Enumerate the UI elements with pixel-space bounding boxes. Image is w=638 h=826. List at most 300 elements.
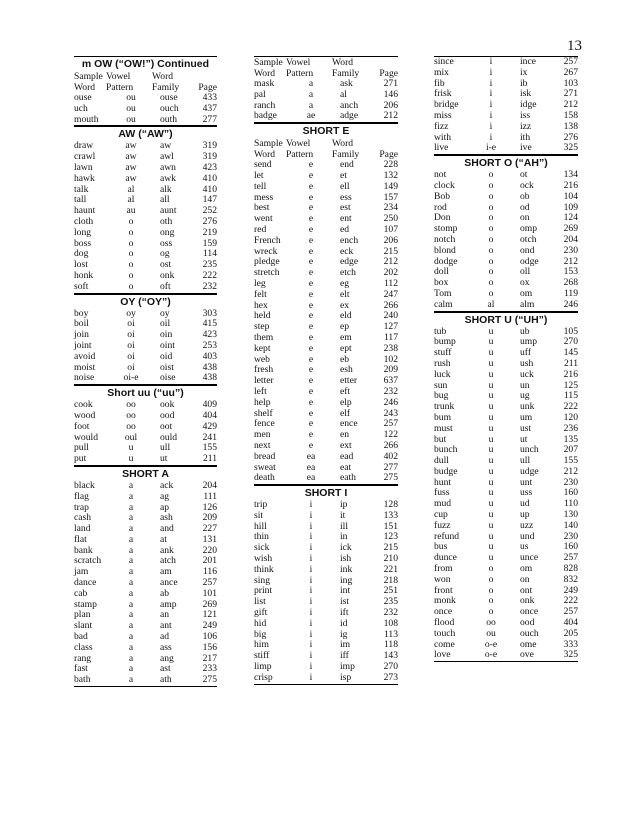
table-cell: fuzz xyxy=(434,519,451,531)
table-cell: ot xyxy=(520,169,528,181)
table-cell: u xyxy=(488,487,494,499)
table-cell: 212 xyxy=(563,99,578,111)
table-cell: ut xyxy=(160,453,168,465)
table-cell: u xyxy=(488,519,494,531)
table-cell: 257 xyxy=(383,418,398,430)
column-2 xyxy=(254,56,398,685)
table-cell: awk xyxy=(160,172,176,184)
table-cell: awn xyxy=(160,161,176,173)
table-cell: joint xyxy=(74,339,92,351)
table-row xyxy=(254,576,398,587)
table-cell: cloth xyxy=(74,215,94,227)
table-cell: tell xyxy=(254,180,267,192)
table-cell: 249 xyxy=(563,584,578,596)
table-row xyxy=(254,387,398,398)
table-cell: 232 xyxy=(202,280,217,292)
table-cell: thin xyxy=(254,531,269,543)
table-cell: id xyxy=(340,617,348,629)
table-cell: 409 xyxy=(202,399,217,411)
table-cell: elt xyxy=(340,288,350,300)
table-cell: u xyxy=(488,476,494,488)
table-cell: mix xyxy=(434,66,449,78)
table-cell: oy xyxy=(126,307,136,319)
table-cell: ead xyxy=(340,450,354,462)
table-cell: 146 xyxy=(383,88,398,100)
table-cell: eft xyxy=(340,385,351,397)
table-cell: 404 xyxy=(563,617,578,629)
table-cell: 275 xyxy=(383,472,398,484)
table-cell: scratch xyxy=(74,555,102,567)
table-row xyxy=(254,171,398,182)
table-cell: 423 xyxy=(202,161,217,173)
table-cell: fast xyxy=(74,663,88,675)
table-cell: not xyxy=(434,169,447,181)
section-rows xyxy=(74,141,217,293)
table-cell: 230 xyxy=(563,244,578,256)
table-row xyxy=(254,268,398,279)
table-cell: 227 xyxy=(202,523,217,535)
table-row xyxy=(434,257,578,268)
table-cell: i xyxy=(489,66,493,78)
table-cell: a xyxy=(128,533,134,545)
table-cell: think xyxy=(254,563,274,575)
table-cell: ent xyxy=(340,213,352,225)
table-cell: ing xyxy=(340,574,353,586)
table-cell: 257 xyxy=(563,56,578,67)
table-cell: 126 xyxy=(202,501,217,513)
table-cell: 153 xyxy=(563,266,578,278)
table-cell: big xyxy=(254,628,267,640)
table-cell: outh xyxy=(160,113,178,125)
table-cell: 247 xyxy=(383,288,398,300)
table-row xyxy=(254,543,398,554)
table-row xyxy=(74,433,217,444)
table-cell: e xyxy=(308,191,314,203)
section-title: OY (“OY”) xyxy=(120,295,171,308)
table-row xyxy=(74,330,217,341)
table-cell: 249 xyxy=(202,620,217,632)
table-cell: 207 xyxy=(563,444,578,456)
table-cell: ood xyxy=(520,617,535,629)
table-cell: e xyxy=(308,256,314,268)
table-cell: miss xyxy=(434,109,452,121)
table-cell: ae xyxy=(306,110,316,122)
table-cell: at xyxy=(160,533,167,545)
table-cell: 130 xyxy=(563,509,578,521)
word-section xyxy=(74,56,217,126)
table-cell: i xyxy=(309,628,313,640)
table-cell: 119 xyxy=(563,287,578,299)
table-cell: e xyxy=(308,202,314,214)
table-cell: a xyxy=(128,501,134,513)
section-rows xyxy=(74,481,217,687)
table-cell: 158 xyxy=(563,109,578,121)
table-cell: red xyxy=(254,223,267,235)
section-title: SHORT U (“UH”) xyxy=(464,313,548,326)
table-row xyxy=(254,463,398,474)
word-section xyxy=(434,312,578,663)
table-cell: held xyxy=(254,310,271,322)
table-row xyxy=(254,355,398,366)
word-section xyxy=(254,485,398,685)
section-title: SHORT E xyxy=(302,125,350,138)
table-row xyxy=(254,565,398,576)
table-cell: 104 xyxy=(563,190,578,202)
table-cell: 219 xyxy=(202,226,217,238)
table-cell: 402 xyxy=(383,450,398,462)
table-row xyxy=(74,363,217,374)
table-cell: 107 xyxy=(383,223,398,235)
table-row xyxy=(74,664,217,675)
table-cell: Don xyxy=(434,212,451,224)
table-cell: ance xyxy=(160,577,178,589)
table-row xyxy=(254,554,398,565)
table-cell: him xyxy=(254,639,269,651)
table-cell: a xyxy=(128,490,134,502)
table-cell: gift xyxy=(254,607,268,619)
column-header-cell: Word xyxy=(332,138,354,150)
table-cell: uck xyxy=(520,368,534,380)
column-header-cell: Word xyxy=(152,71,174,82)
table-cell: left xyxy=(254,385,267,397)
table-cell: leg xyxy=(254,277,266,289)
column-header-row xyxy=(74,82,217,93)
table-cell: cash xyxy=(74,512,92,524)
table-cell: 243 xyxy=(383,407,398,419)
table-cell: i xyxy=(309,650,313,662)
table-cell: notch xyxy=(434,233,456,245)
table-cell: e xyxy=(308,223,314,235)
table-cell: ive xyxy=(520,142,532,154)
table-cell: izz xyxy=(520,120,532,132)
table-cell: i xyxy=(489,77,493,89)
table-cell: ump xyxy=(520,336,538,348)
table-cell: 319 xyxy=(202,140,217,152)
table-cell: 828 xyxy=(563,563,578,575)
table-cell: a xyxy=(128,566,134,578)
table-row xyxy=(74,341,217,352)
table-cell: 155 xyxy=(202,442,217,454)
table-cell: i xyxy=(489,120,493,132)
table-cell: i xyxy=(489,131,493,143)
table-cell: o xyxy=(488,584,494,596)
table-cell: fuss xyxy=(434,487,450,499)
table-cell: 637 xyxy=(383,375,398,387)
table-cell: oul xyxy=(124,431,138,443)
table-cell: ince xyxy=(520,56,536,67)
table-row xyxy=(434,79,578,90)
column-header-cell: Pattern xyxy=(286,68,314,79)
section-rows xyxy=(254,500,398,685)
table-row xyxy=(74,152,217,163)
table-row xyxy=(74,260,217,271)
table-cell: elp xyxy=(340,396,352,408)
table-cell: sick xyxy=(254,542,270,554)
table-cell: oll xyxy=(520,266,531,278)
table-cell: class xyxy=(74,641,93,653)
table-cell: sing xyxy=(254,574,270,586)
table-cell: oot xyxy=(160,420,173,432)
table-row xyxy=(434,640,578,651)
table-cell: on xyxy=(520,212,530,224)
table-cell: uch xyxy=(74,102,88,114)
table-cell: 433 xyxy=(202,92,217,103)
table-cell: u xyxy=(128,442,134,454)
table-row xyxy=(434,100,578,111)
table-row xyxy=(74,319,217,330)
table-cell: bath xyxy=(74,674,91,686)
table-cell: 151 xyxy=(383,520,398,532)
table-cell: o xyxy=(488,563,494,575)
table-cell: must xyxy=(434,422,453,434)
table-row xyxy=(74,185,217,196)
table-row xyxy=(434,278,578,289)
table-cell: 204 xyxy=(563,233,578,245)
table-cell: let xyxy=(254,169,264,181)
table-cell: 277 xyxy=(202,113,217,125)
table-cell: a xyxy=(128,620,134,632)
table-row xyxy=(434,170,578,181)
table-cell: 204 xyxy=(202,479,217,491)
table-cell: 202 xyxy=(383,267,398,279)
table-cell: ag xyxy=(160,490,170,502)
table-cell: ep xyxy=(340,321,350,333)
table-cell: it xyxy=(340,509,346,521)
table-row xyxy=(254,452,398,463)
table-cell: mouth xyxy=(74,113,99,125)
column-header-row xyxy=(74,71,217,82)
table-cell: web xyxy=(254,353,270,365)
table-cell: ick xyxy=(340,542,352,554)
table-cell: eld xyxy=(340,310,352,322)
table-row xyxy=(254,160,398,171)
table-cell: oo xyxy=(126,420,136,432)
table-cell: 403 xyxy=(202,350,217,362)
table-cell: bank xyxy=(74,544,93,556)
table-row xyxy=(74,249,217,260)
table-cell: bridge xyxy=(434,99,459,111)
table-cell: help xyxy=(254,396,271,408)
table-cell: 209 xyxy=(383,364,398,376)
table-cell: 257 xyxy=(563,552,578,564)
column-header-cell: Sample xyxy=(74,71,103,82)
table-cell: ox xyxy=(520,277,530,289)
table-cell: badge xyxy=(254,110,277,122)
table-row xyxy=(74,115,217,126)
table-row xyxy=(434,596,578,607)
table-row xyxy=(434,618,578,629)
table-row xyxy=(254,586,398,597)
table-cell: u xyxy=(488,465,494,477)
table-row xyxy=(254,290,398,301)
section-rows xyxy=(434,327,578,663)
table-cell: 267 xyxy=(563,66,578,78)
table-cell: idge xyxy=(520,99,537,111)
table-row xyxy=(74,556,217,567)
table-row xyxy=(74,239,217,250)
table-cell: bread xyxy=(254,450,276,462)
table-cell: e xyxy=(308,288,314,300)
table-row xyxy=(74,271,217,282)
table-cell: ip xyxy=(340,499,348,511)
table-row xyxy=(254,301,398,312)
table-cell: and xyxy=(160,523,174,535)
table-cell: cook xyxy=(74,399,93,411)
table-cell: e xyxy=(308,169,314,181)
word-section xyxy=(434,155,578,311)
table-cell: a xyxy=(128,544,134,556)
table-cell: 143 xyxy=(383,650,398,662)
table-cell: est xyxy=(340,202,351,214)
table-cell: i xyxy=(309,574,313,586)
table-cell: oist xyxy=(160,361,174,373)
word-section xyxy=(254,56,398,123)
table-cell: French xyxy=(254,234,281,246)
table-row xyxy=(254,619,398,630)
table-cell: ou xyxy=(126,102,136,114)
table-cell: adge xyxy=(340,110,359,122)
table-cell: a xyxy=(128,652,134,664)
section-title: SHORT I xyxy=(304,487,348,500)
table-row xyxy=(254,532,398,543)
table-cell: dance xyxy=(74,577,97,589)
table-cell: soft xyxy=(74,280,89,292)
table-cell: u xyxy=(488,552,494,564)
table-cell: a xyxy=(308,78,314,89)
section-title: m OW (“OW!”) Continued xyxy=(81,58,210,70)
table-cell: 246 xyxy=(563,298,578,310)
table-row xyxy=(74,443,217,454)
table-cell: aw xyxy=(160,140,172,152)
table-row xyxy=(254,111,398,122)
table-cell: dull xyxy=(434,455,449,467)
table-cell: e xyxy=(308,299,314,311)
table-cell: limp xyxy=(254,661,272,673)
table-cell: kept xyxy=(254,342,271,354)
table-row xyxy=(254,597,398,608)
table-cell: int xyxy=(340,585,351,597)
column-header-row xyxy=(254,57,398,68)
table-cell: fizz xyxy=(434,120,449,132)
word-section xyxy=(74,385,217,466)
table-cell: i xyxy=(309,585,313,597)
table-cell: u xyxy=(488,541,494,553)
table-cell: bunch xyxy=(434,444,458,456)
word-section xyxy=(254,123,398,485)
table-cell: avoid xyxy=(74,350,96,362)
table-row xyxy=(434,532,578,543)
section-title: SHORT O (“AH”) xyxy=(464,157,548,170)
table-cell: haunt xyxy=(74,205,96,217)
table-cell: uff xyxy=(520,347,532,359)
table-cell: won xyxy=(434,573,451,585)
table-row xyxy=(74,600,217,611)
table-cell: sweat xyxy=(254,461,276,473)
table-cell: boy xyxy=(74,307,89,319)
table-cell: imp xyxy=(340,661,355,673)
table-row xyxy=(254,473,398,484)
table-cell: frisk xyxy=(434,88,452,100)
table-row xyxy=(254,651,398,662)
table-cell: 257 xyxy=(563,606,578,618)
table-cell: put xyxy=(74,453,87,465)
table-row xyxy=(74,610,217,621)
table-row xyxy=(74,621,217,632)
table-cell: flat xyxy=(74,533,87,545)
table-cell: 266 xyxy=(383,299,398,311)
table-cell: with xyxy=(434,131,452,143)
table-cell: ou xyxy=(126,113,136,125)
table-cell: 110 xyxy=(563,498,578,510)
table-cell: 246 xyxy=(383,396,398,408)
table-cell: 221 xyxy=(383,563,398,575)
table-cell: in xyxy=(340,531,348,543)
table-cell: ig xyxy=(340,628,348,640)
table-cell: 112 xyxy=(383,277,398,289)
table-cell: isk xyxy=(520,88,532,100)
table-cell: o xyxy=(488,266,494,278)
table-cell: u xyxy=(488,498,494,510)
table-cell: dunce xyxy=(434,552,457,564)
table-cell: ad xyxy=(160,631,170,643)
table-cell: 275 xyxy=(202,674,217,686)
table-row xyxy=(254,511,398,522)
table-cell: rush xyxy=(434,357,451,369)
table-cell: i xyxy=(489,99,493,111)
table-cell: Bob xyxy=(434,190,450,202)
table-cell: o xyxy=(488,277,494,289)
column-header-cell: Vowel xyxy=(286,138,311,150)
table-row xyxy=(434,391,578,402)
table-cell: cup xyxy=(434,509,448,521)
table-cell: 215 xyxy=(383,245,398,257)
table-cell: plan xyxy=(74,609,91,621)
table-row xyxy=(254,236,398,247)
table-cell: i xyxy=(489,56,493,67)
table-cell: once xyxy=(434,606,453,618)
table-cell: 108 xyxy=(383,617,398,629)
table-row xyxy=(434,564,578,575)
column-header-cell: Vowel xyxy=(106,71,131,82)
table-row xyxy=(434,553,578,564)
table-cell: a xyxy=(308,99,314,111)
table-cell: a xyxy=(128,479,134,491)
table-cell: odge xyxy=(520,255,539,267)
table-cell: 325 xyxy=(563,142,578,154)
table-cell: 233 xyxy=(202,663,217,675)
table-row xyxy=(434,57,578,68)
table-cell: a xyxy=(128,598,134,610)
table-row xyxy=(434,133,578,144)
table-row xyxy=(74,481,217,492)
table-cell: unch xyxy=(520,444,539,456)
table-cell: 222 xyxy=(202,269,217,281)
table-cell: 217 xyxy=(202,652,217,664)
table-cell: e xyxy=(308,429,314,441)
column-header-cell: Sample xyxy=(254,138,283,150)
table-cell: Tom xyxy=(434,287,452,299)
table-cell: 102 xyxy=(383,353,398,365)
table-row xyxy=(74,352,217,363)
table-row xyxy=(254,203,398,214)
table-row xyxy=(74,675,217,686)
table-cell: 212 xyxy=(563,255,578,267)
table-cell: mud xyxy=(434,498,452,510)
table-cell: a xyxy=(128,512,134,524)
table-row xyxy=(74,195,217,206)
table-cell: ub xyxy=(520,325,530,337)
table-cell: au xyxy=(126,205,136,217)
